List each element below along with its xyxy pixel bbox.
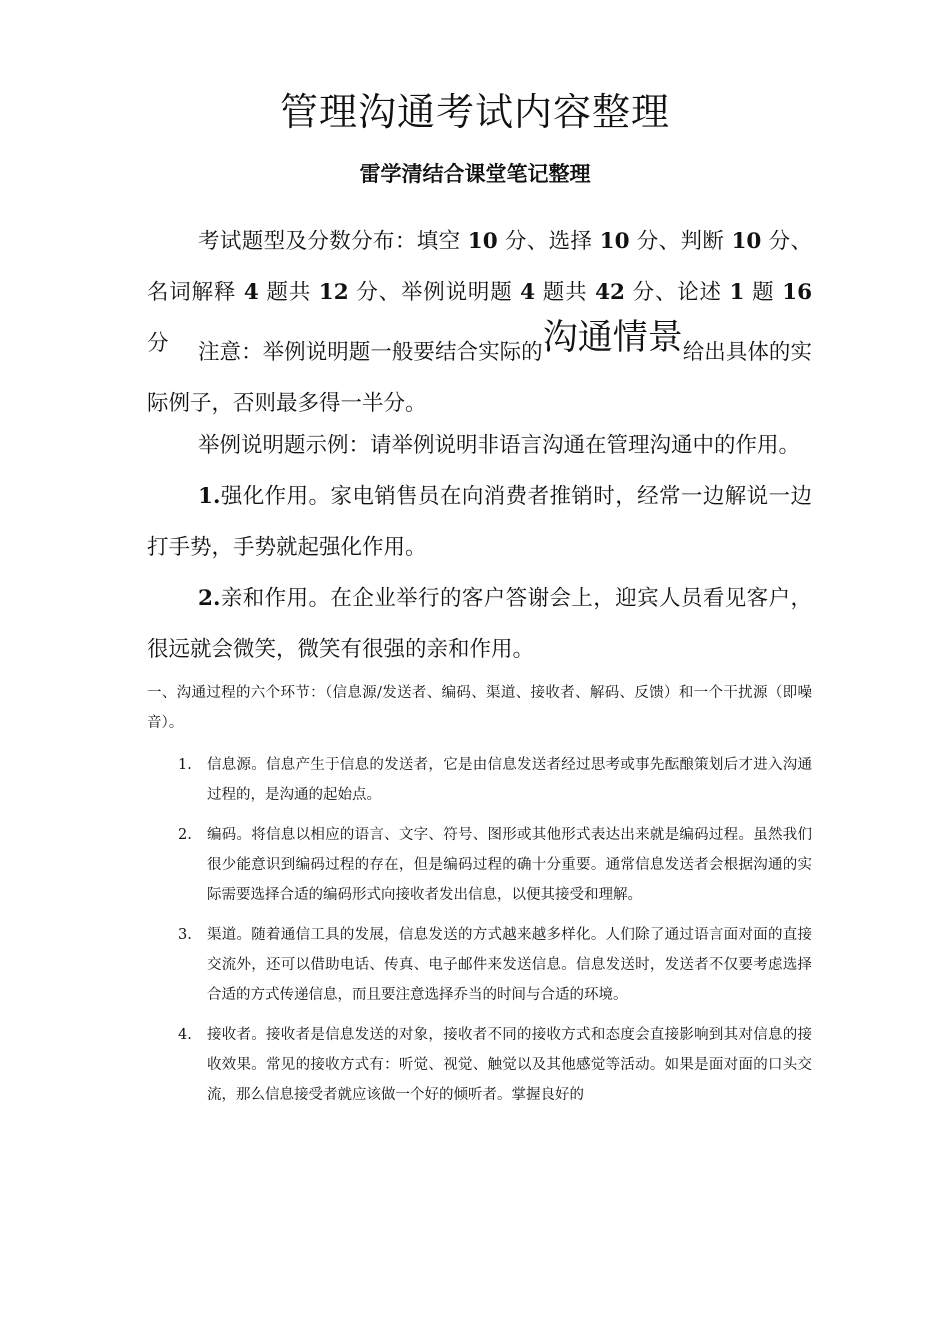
exam-info-text: 分、论述: [624, 280, 730, 305]
exam-info-text: 题: [744, 280, 783, 305]
list-item: [147, 1020, 812, 1110]
note-paragraph: [147, 318, 812, 429]
list-item: [147, 920, 812, 1010]
example-answer-text: 强化作用。家电销售员在向消费者推销时，经常一边解说一边打手势，手势就起强化作用。: [147, 484, 812, 560]
list-item-number: 3.: [178, 927, 192, 943]
list-item: [147, 820, 812, 910]
term-count: 4: [243, 280, 259, 305]
list-item-text: 编码。将信息以相应的语言、文字、符号、图形或其他形式表达出来就是编码过程。虽然我们很少能意识到编码过程的存在，但是编码过程的确十分重要。通常信息发送者会根据沟通的实际需要选择合适的编码形式向接收者发出信息，以便其接受和理解。: [207, 827, 812, 903]
exam-info-text: 分、选择: [497, 229, 600, 254]
exam-info-text: 考试题型及分数分布：填空: [198, 229, 468, 254]
exam-info-text: 分: [147, 331, 169, 356]
exam-info-text: 分、举例说明题: [348, 280, 521, 305]
example-score: 42: [595, 280, 625, 305]
example-prompt: 举例说明题示例：请举例说明非语言沟通在管理沟通中的作用。: [198, 433, 801, 458]
note-text: 给出具体的实际例子，否则最多得一半分。: [147, 340, 812, 416]
list-item-number: 2.: [178, 827, 192, 843]
choice-score: 10: [599, 229, 630, 254]
process-steps-list: [147, 750, 812, 1120]
note-text: 注意：举例说明题一般要结合实际的: [198, 340, 543, 365]
list-item-number: 1.: [178, 757, 192, 773]
essay-score: 16: [782, 280, 813, 305]
essay-count: 1: [729, 280, 745, 305]
list-item-text: 信息源。信息产生于信息的发送者，它是由信息发送者经过思考或事先酝酿策划后才进入沟通过程的，是沟通的起始点。: [207, 757, 812, 803]
example-answer-number: 1.: [198, 484, 221, 509]
document-title: 管理沟通考试内容整理: [279, 90, 670, 134]
term-score: 12: [318, 280, 349, 305]
list-item: [147, 750, 812, 810]
exam-info-text: 题共: [535, 280, 596, 305]
list-item-text: 渠道。随着通信工具的发展，信息发送的方式越来越多样化。人们除了通过语言面对面的直接交流外，还可以借助电话、传真、电子邮件来发送信息。信息发送时，发送者不仅要考虑选择合适的方式传递信息，而且要注意选择乔当的时间与合适的环境。: [207, 927, 812, 1003]
document-subtitle: 雷学清结合课堂笔记整理: [359, 162, 591, 186]
exam-info-text: 题共: [258, 280, 319, 305]
exam-info-text: 分、判断: [629, 229, 732, 254]
example-answer: [147, 573, 812, 675]
exam-info-text: 分、名词解释: [147, 229, 812, 305]
example-answer-number: 2.: [198, 586, 221, 611]
note-emphasis: 沟通情景: [542, 318, 683, 358]
example-answer-text: 亲和作用。在企业举行的客户答谢会上，迎宾人员看见客户，很远就会微笑，微笑有很强的亲和作用。: [147, 586, 812, 662]
fill-score: 10: [467, 229, 498, 254]
list-item-number: 4.: [178, 1027, 192, 1043]
judge-score: 10: [731, 229, 762, 254]
example-count: 4: [520, 280, 536, 305]
section-heading: 一、沟通过程的六个环节：（信息源/发送者、编码、渠道、接收者、解码、反馈）和一个干扰源（即噪音）。: [147, 685, 812, 731]
example-answer: [147, 471, 812, 573]
list-item-text: 接收者。接收者是信息发送的对象，接收者不同的接收方式和态度会直接影响到其对信息的接收效果。常见的接收方式有：听觉、视觉、触觉以及其他感觉等活动。如果是面对面的口头交流，那么信息接受者就应该做一个好的倾听者。掌握良好的: [207, 1027, 812, 1103]
